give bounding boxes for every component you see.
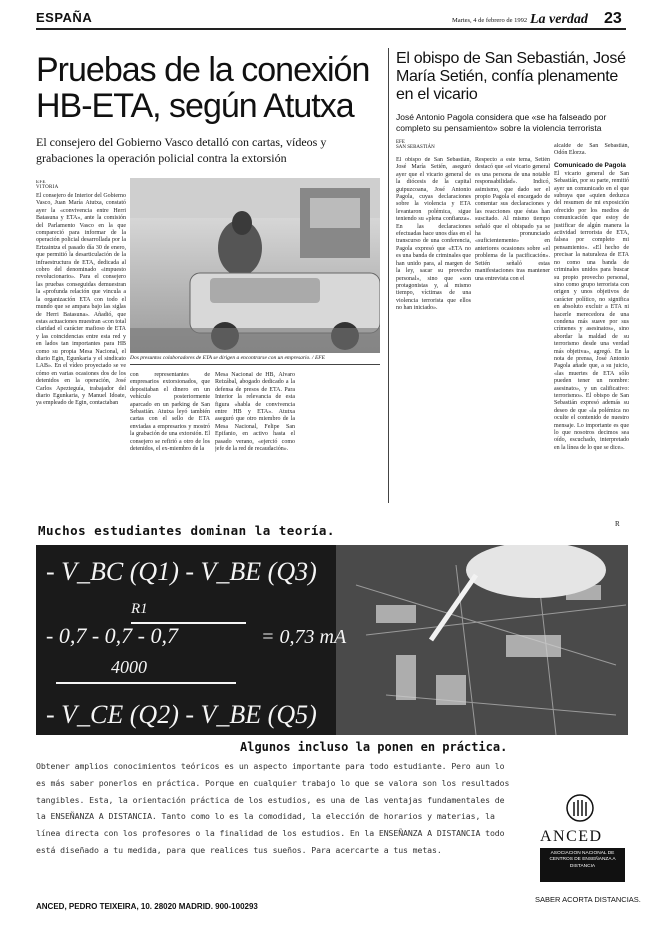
chalk-line-6: - V_CE (Q2) - V_BE (Q5) xyxy=(46,700,317,729)
main-body-col1: El consejero de Interior del Gobierno Vasco, Juan María Atutxa, constató ayer la «convivencia entre Herri Batasuna y ETA», ante la comisión del Parlamento Vasco en la que compareció para informar de la operación policial desarrollada por la Ertzaintza el pasado día 30 de enero, que permitió la desarticulación de la infraestructura de ETA, dedicada al cobro del denominado «impuesto revolucionario». Para el consejero las pruebas conseguidas demuestran la «profunda relación que vincula a la organización ETA con todo el mundo que se ampara bajo las siglas de Herri Batasuna». Añadió, que estas actuaciones muestran «con total claridad el carácter mafioso de ETA y las coincidencias entre esta red y en lados tan importantes para HB como su propia Mesa Nacional, el diario Egin, Egunkaria y el sindicato LAB». En el vídeo proyectado se ve cómo en varias ocasiones dos de los detenidos en la operación, José Carlos Apezteguía, trabajador del diario Egunkaria, y Manuel Idoate, ya empleado de Egin, contactaban xyxy=(36,193,126,407)
side-subheading: Comunicado de Pagola xyxy=(554,161,626,169)
ad-chalkboard-image xyxy=(36,545,628,735)
main-byline-agency: EFE xyxy=(36,180,46,185)
parking-photo-illustration xyxy=(130,178,380,353)
side-body-col2: Respecto a este tema, Setién destacó que «el vicario general es una persona de una notable responsabilidad». Indicó, asimismo, que dado ser el propio Pagola el encargado de comentar sus declaraciones y las reacciones que éstas han suscitado. Al mismo tiempo señaló que el obispado ya se ha pronunciado «suficientemente» en anteriores ocasiones sobre «el problema de la pacificación». Setién señaló estas manifestaciones tras mantener una entrevista con el xyxy=(475,157,550,282)
news-photo xyxy=(130,178,380,353)
side-byline-agency: EFE xyxy=(396,140,405,145)
side-body-col3-top: alcalde de San Sebastián, Odón Elorza. xyxy=(554,143,629,157)
section-name: ESPAÑA xyxy=(36,10,93,25)
ad-address: ANCED, PEDRO TEIXEIRA, 10. 28020 MADRID. 900-100293 xyxy=(36,902,258,911)
side-deck: José Antonio Pagola considera que «se ha falseado por completo su pensamiento» sobre la violencia terrorista xyxy=(396,112,607,133)
chalk-line-3: - 0,7 - 0,7 - 0,7 xyxy=(46,623,178,648)
logo-subtitle: ASOCIACION NACIONAL DE CENTROS DE ENSEÑANZA A DISTANCIA xyxy=(540,848,625,882)
main-byline-place: VITORIA xyxy=(36,185,59,190)
anced-emblem-icon xyxy=(532,790,628,830)
main-column-1 xyxy=(36,180,126,505)
ad-registered-mark: R xyxy=(615,520,620,528)
chalk-line-5: 4000 xyxy=(111,657,147,677)
main-body-col2: con representantes de empresarios extorsionados, que depositaban el dinero en un vehículo posteriormente aparcado en un parking de San Sebastián. Atutxa leyó también cartas con el sello de ETA enviadas a empresarios y mostró la grabación de una extorsión. El consejero se refirió a otro de los detenidos, el ex-miembro de la xyxy=(130,372,210,453)
side-byline xyxy=(396,140,435,150)
ad-subtitle: Algunos incluso la ponen en práctica. xyxy=(240,740,508,754)
chalk-line-1: - V_BC (Q1) - V_BE (Q3) xyxy=(46,557,317,586)
main-headline: Pruebas de la conexión HB-ETA, según Atutxa xyxy=(36,51,370,125)
chalk-line-2: R1 xyxy=(131,601,148,617)
side-body-col3: El vicario general de San Sebastián, por su parte, remitió ayer un comunicado en el que subraya que «quien deduzca del resumen de mi exposición ofrecido por los medios de comunicación que estoy de justificar de algún manera la actividad terrorista de ETA, falsea por completo mi pensamiento». «El hecho de precisar la naturaleza de ETA no como una banda de criminales unidos para buscar su propio provecho personal, sino como grupo terrorista con origen y unos objetivos de carácter político, no significa en absoluto excluir a ETA ni hacerle merecedora de una condena más suave por sus crímenes y asesinatos», sino abordar la maldad de su terrorismo desde una verdad más objetiva», agregó. En la nota de prensa, José Antonio Pagola añade que, a su juicio, «las muertes de ETA sólo pueden tener un nombre: asesinato», y un calificativo: terrorismo». El obispo de San Sebastián expresó además su deseo de que «la polémica no oculte el contenido de nuestro mensaje. Lo importante es que lo que nosotros decimos sea oído, escuchado, interpretado en la línea de lo que se dice». xyxy=(554,170,629,451)
side-byline-place: SAN SEBASTIÁN xyxy=(396,145,435,150)
chalkboard-illustration xyxy=(36,545,628,735)
side-body-col1: El obispo de San Sebastián, José María Setién, aseguró ayer que el vicario general de la diócesis de la capital guipuzcoana, José Antonio Pagola, cuyas declaraciones sobre la violencia y ETA levantaron polémica, sigue teniendo su «plena confianza». En las declaraciones efectuadas hace unos días en el transcurso de una conferencia, Pagola expresó que «ETA no es una banda de criminales que han unido para, al margen de la ley, sacar su provecho personal», sino que «son protagonistas y, al mismo tiempo, víctimas de una violencia terrorista que ellos no han iniciado». xyxy=(396,157,471,312)
page-number: 23 xyxy=(604,10,622,27)
dateline: Martes, 4 de febrero de 1992 xyxy=(452,17,528,24)
main-body-col3: Mesa Nacional de HB, Álvaro Reizábal, abogado dedicado a la defensa de presos de ETA. Para Interior la relevancia de esta figura «habla de convivencia entre HB y ETA». Atutxa aseguró que otro miembro de la Mesa Nacional, Felipe San Epifanio, en activo hasta el pasado verano, «ejerció como jefe de la red de recaudación». xyxy=(215,372,295,453)
column-divider xyxy=(388,48,389,503)
photo-caption: Dos presuntos colaboradores de ETA se dirigen a encontrarse con un empresario. / EFE xyxy=(130,355,380,365)
logo-name: ANCED xyxy=(540,828,603,845)
newspaper-name: La verdad xyxy=(530,12,588,27)
main-deck: El consejero del Gobierno Vasco detalló con cartas, vídeos y grabaciones la operación policial contra la extorsión xyxy=(36,135,327,165)
main-body-col4 xyxy=(300,372,380,502)
ad-title: Muchos estudiantes dominan la teoría. xyxy=(38,523,335,538)
side-column-3 xyxy=(554,143,629,505)
chalk-line-4: = 0,73 mA xyxy=(261,626,347,648)
header-rule xyxy=(36,28,626,30)
side-headline: El obispo de San Sebastián, José María Setién, confía plenamente en el vicario xyxy=(396,50,626,103)
ad-body-text: Obtener amplios conocimientos teóricos es un aspecto importante para todo estudiante. Pero aun lo es más saber ponerlos en práctica. Porque en cualquier trabajo lo que se valora son los resultados tangibles. Esta, la orientación práctica de los estudios, es una de las ventajas fundamentales de la ENSEÑANZA A DISTANCIA. Tanto como lo es la comodidad, la elección de horarios y materias, la línea directa con los profesores o la finalidad de los estudios. En la ENSEÑANZA A DISTANCIA todo está diseñado a tu medida, para que realices tus sueños. Para acercarte a tus metas. xyxy=(36,761,510,855)
ad-slogan: SABER ACORTA DISTANCIAS. xyxy=(535,895,641,904)
